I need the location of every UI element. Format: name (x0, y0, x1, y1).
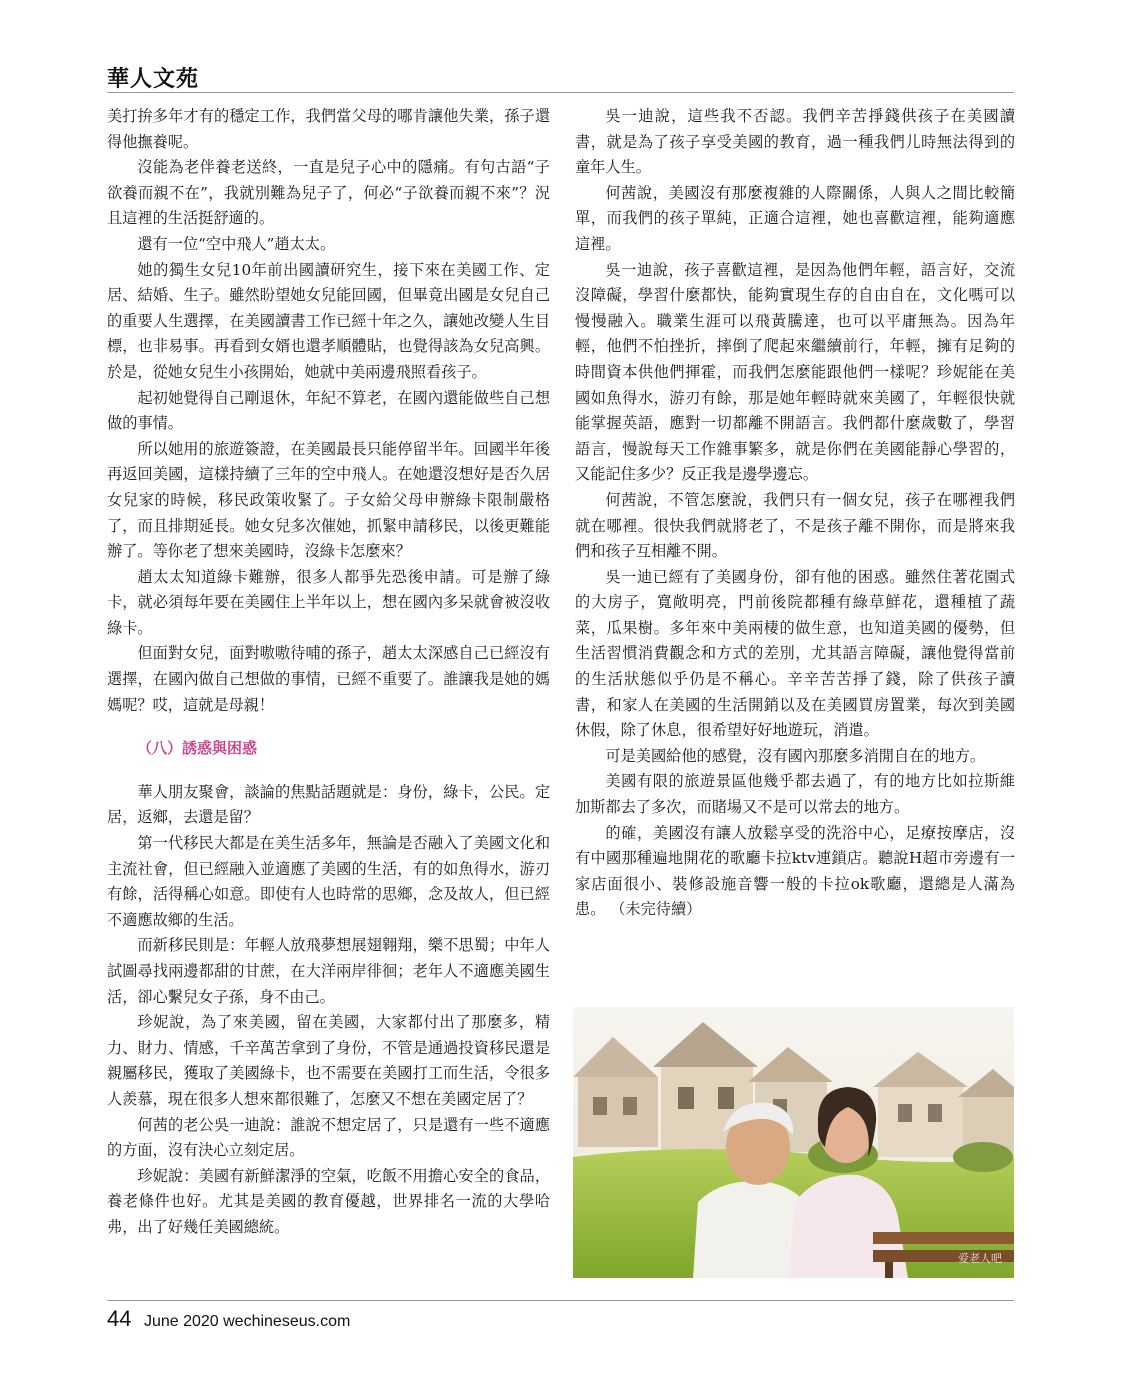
section-title: 華人文苑 (107, 67, 200, 92)
paragraph: 吳一迪已經有了美國身份，卻有他的困惑。雖然住著花園式的大房子，寬敞明亮，門前後院都種有綠草鮮花，還種植了蔬菜，瓜果樹。多年來中美兩棲的做生意，也知道美國的優勢，但生活習慣消費觀念和方式的差別，尤其語言障礙，讓他覺得當前的生活狀態似乎仍是不稱心。辛辛苦苦掙了錢，除了供孩子讀書，和家人在美國的生活開銷以及在美國買房置業，每次到美國休假，除了休息，很希望好好地遊玩，消遣。 (575, 567, 1015, 740)
paragraph: 還有一位“空中飛人”趙太太。 (137, 234, 336, 253)
photo-watermark: 爱老人吧 (958, 1252, 1002, 1265)
paragraph: 可是美國給他的感覺，沒有國內那麼多消閒自在的地方。 (605, 746, 986, 765)
page-number: 44 (107, 1306, 132, 1331)
paragraph: 吳一迪說，這些我不否認。我們辛苦掙錢供孩子在美國讀書，就是為了孩子享受美國的教育，過一種我們儿時無法得到的童年人生。 (575, 107, 1015, 177)
section-heading: （八）誘惑與困惑 (137, 739, 258, 758)
paragraph: 何茜說，美國沒有那麼複雜的人際關係，人與人之間比較簡單，而我們的孩子單純，正適合這裡，她也喜歡這裡，能夠適應這裡。 (575, 183, 1015, 253)
paragraph: 她的獨生女兒10年前出國讀研究生，接下來在美國工作、定居、結婚、生子。雖然盼望她女兒能回國，但畢竟出國是女兒自己的重要人生選擇，在美國讀書工作已經十年之久，讓她改變人生目標，也非易事。再看到女婿也還孝順體貼，也覺得該為女兒高興。於是，從她女兒生小孩開始，她就中美兩邊飛照看孩子。 (107, 260, 550, 381)
paragraph: 但面對女兒，面對嗷嗷待哺的孫子，趙太太深感自己已經沒有選擇，在國內做自己想做的事情，已經不重要了。誰讓我是她的媽媽呢？哎，這就是母親！ (107, 644, 550, 714)
paragraph: 所以她用的旅遊簽證，在美國最長只能停留半年。回國半年後再返回美國，這樣持續了三年的空中飛人。在她還沒想好是否久居女兒家的時候，移民政策收緊了。子女給父母申辦綠卡限制嚴格了，而且排期延長。她女兒多次催她，抓緊申請移民，以後更難能辦了。等你老了想來美國時，沒綠卡怎麼來？ (107, 439, 550, 561)
footer-divider (107, 1300, 1014, 1301)
paragraph: 何茜說，不管怎麼說，我們只有一個女兒，孩子在哪裡我們就在哪裡。很快我們就將老了，不是孩子離不開你，而是將來我們和孩子互相離不開。 (575, 490, 1015, 561)
paragraph: 而新移民則是：年輕人放飛夢想展翅翱翔，樂不思蜀；中年人試圖尋找兩邊都甜的甘蔗，在大洋兩岸徘徊；老年人不適應美國生活，卻心繫兒女子孫，身不由己。 (107, 936, 550, 1006)
footer (107, 1306, 350, 1332)
header-divider (107, 92, 1014, 93)
paragraph: 珍妮說：美國有新鮮潔淨的空氣，吃飯不用擔心安全的食品，養老條件也好。尤其是美國的教育優越，世界排名一流的大學哈弗，出了好幾任美國總統。 (107, 1166, 550, 1236)
paragraph: 何茜的老公吳一迪說：誰說不想定居了，只是還有一些不適應的方面，沒有決心立刻定居。 (107, 1115, 550, 1160)
footer-text: June 2020 wechineseus.com (143, 1313, 351, 1330)
paragraph: 的確，美國沒有讓人放鬆享受的洗浴中心，足療按摩店，沒有中國那種遍地開花的歌廳卡拉ktv連鎖店。聽說H超市旁邊有一家店面很小、裝修設施音響一般的卡拉ok歌廳，還總是人滿為患。 （未完待續） (575, 823, 1015, 919)
paragraph: 沒能為老伴養老送終，一直是兒子心中的隱痛。有句古語“子欲養而親不在”，我就別難為兒子了，何必“子欲養而親不來”？況且這裡的生活挺舒適的。 (107, 158, 550, 228)
paragraph: 起初她覺得自己剛退休，年紀不算老，在國內還能做些自己想做的事情。 (107, 388, 550, 433)
paragraph: 華人朋友聚會，談論的焦點話題就是：身份，綠卡，公民。定居，返鄉，去還是留？ (107, 782, 550, 827)
elderly-couple-photo (573, 1007, 1014, 1278)
paragraph: 趙太太知道綠卡難辦，很多人都爭先恐後申請。可是辦了綠卡，就必須每年要在美國住上半年以上，想在國內多呆就會被沒收綠卡。 (107, 567, 550, 637)
paragraph: 美打拚多年才有的穩定工作，我們當父母的哪肯讓他失業，孫子還得他撫養呢。 (107, 107, 550, 151)
left-column (107, 104, 550, 1241)
right-column (575, 104, 1015, 923)
paragraph: 吳一迪說，孩子喜歡這裡，是因為他們年輕，語言好，交流沒障礙，學習什麼都快，能夠實現生存的自由自在，文化嗎可以慢慢融入。職業生涯可以飛黃騰達，也可以平庸無為。因為年輕，他們不怕挫折，摔倒了爬起來繼續前行，年輕，擁有足夠的時間資本供他們揮霍，而我們怎麼能跟他們一樣呢？珍妮能在美國如魚得水，游刃有餘，那是她年輕時就來美國了，年輕很快就能掌握英語，應對一切都離不開語言。我們都什麼歲數了，學習語言，慢說每天工作雜事繁多，就是你們在美國能靜心學習的，又能記住多少？反正我是邊學邊忘。 (575, 260, 1015, 484)
paragraph: 珍妮說，為了來美國，留在美國，大家都付出了那麼多，精力、財力、情感，千辛萬苦拿到了身份，不管是通過投資移民還是親屬移民，獲取了美國綠卡，也不需要在美國打工而生活，令很多人羨慕，現在很多人想來都很難了，怎麼又不想在美國定居了？ (107, 1013, 550, 1108)
paragraph: 美國有限的旅遊景區他幾乎都去過了，有的地方比如拉斯維加斯都去了多次，而賭場又不是可以常去的地方。 (575, 772, 1015, 817)
paragraph: 第一代移民大都是在美生活多年，無論是否融入了美國文化和主流社會，但已經融入並適應了美國的生活，有的如魚得水，游刃有餘，活得稱心如意。即使有人也時常的思鄉，念及故人，但已經不適應故鄉的生活。 (107, 834, 550, 929)
